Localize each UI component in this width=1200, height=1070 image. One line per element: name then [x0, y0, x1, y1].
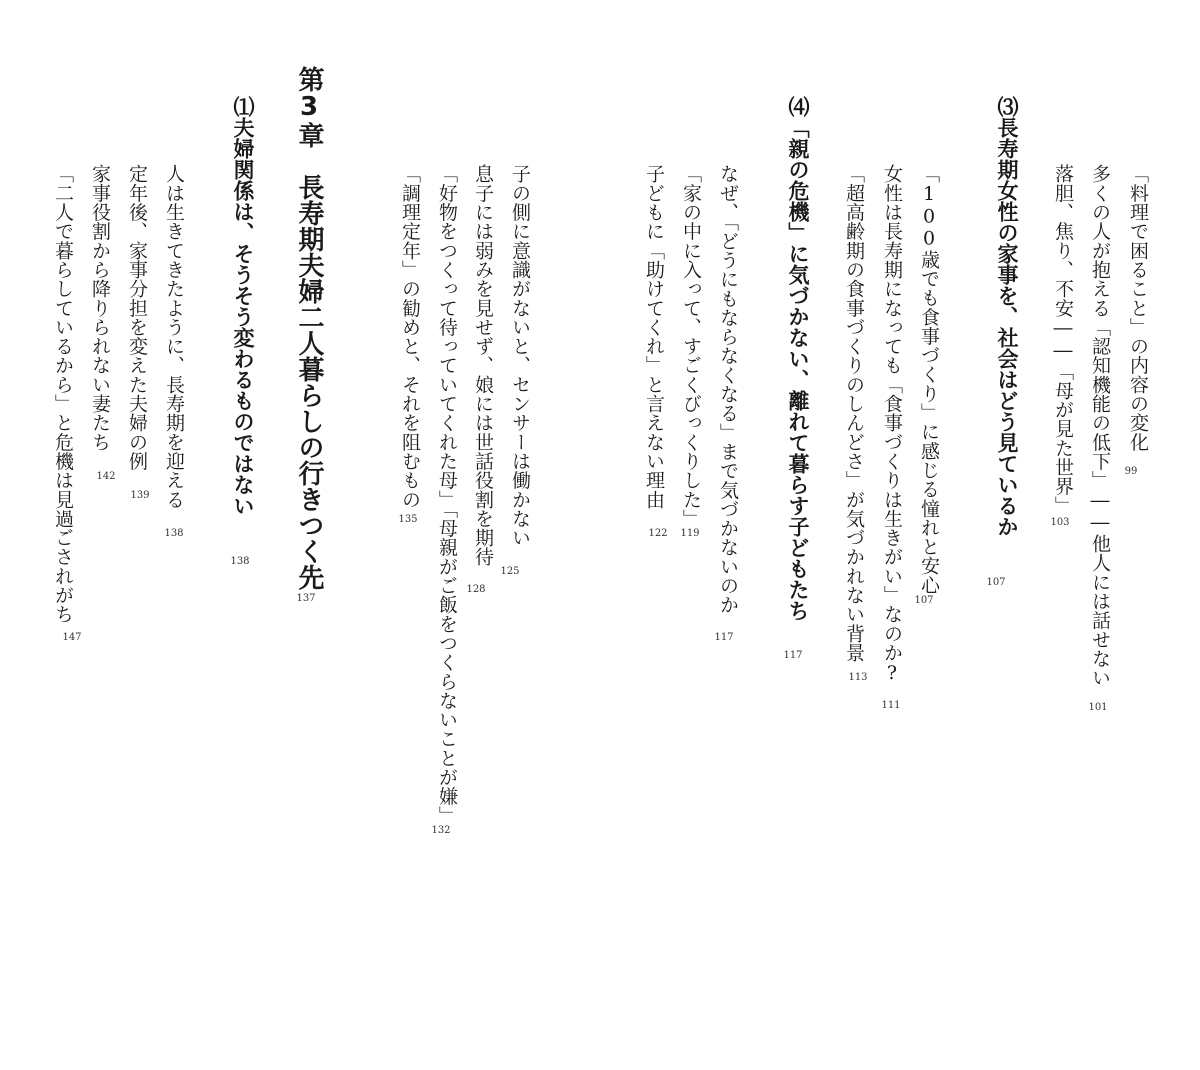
- chapter-title-3: 第3章 長寿期夫婦二人暮らしの行きつく先: [294, 66, 324, 590]
- page-number: 122: [648, 528, 668, 539]
- page-number: 117: [714, 632, 734, 643]
- page-number: 138: [230, 556, 250, 567]
- toc-entry-mothers-world: 落胆、焦り、不安――「母が見た世界」: [1052, 164, 1074, 515]
- toc-entry-100-years: 「100歳でも食事づくり」に感じる憧れと安心: [918, 164, 940, 595]
- toc-entry-overlooked-crisis: 「二人で暮らしているから」と危機は見過ごされがち: [52, 164, 74, 624]
- toc-entry-couple-example: 定年後、家事分担を変えた夫婦の例: [126, 164, 148, 471]
- page-number: 107: [986, 577, 1006, 588]
- section-heading-3: ⑶長寿期女性の家事を、社会はどう見ているか: [995, 96, 1019, 537]
- page-number: 138: [164, 528, 184, 539]
- toc-entry-cooking-retirement: 「調理定年」の勧めと、それを阻むもの: [399, 164, 421, 509]
- page-number: 139: [130, 490, 150, 501]
- toc-entry-cannot-ask-help: 子どもに「助けてくれ」と言えない理由: [643, 164, 665, 509]
- toc-entry-why-not-notice: なぜ、「どうにもならなくなる」まで気づかないのか: [717, 164, 739, 615]
- page-number: 137: [296, 593, 316, 604]
- toc-entry-son-daughter: 息子には弱みを見せず、娘には世話役割を期待: [472, 164, 494, 567]
- page-number: 117: [783, 650, 803, 661]
- page-number: 135: [398, 514, 418, 525]
- page-number: 128: [466, 584, 486, 595]
- page-number: 99: [1124, 466, 1138, 477]
- toc-entry-wives-roles: 家事役割から降りられない妻たち: [89, 164, 111, 452]
- toc-entry-purpose-of-life: 女性は長寿期になっても「食事づくりは生きがい」なのか?: [881, 164, 903, 685]
- page-number: 142: [96, 471, 116, 482]
- section-heading-1: ⑴夫婦関係は、そうそう変わるものではない: [231, 96, 255, 516]
- section-heading-4: ⑷「親の危機」に気づかない、離れて暮らす子どもたち: [786, 96, 810, 621]
- page-number: 103: [1050, 517, 1070, 528]
- page-number: 132: [431, 825, 451, 836]
- toc-entry-surprised: 「家の中に入って、すごくびっくりした」: [680, 164, 702, 528]
- toc-entry-favorite-food: 「好物をつくって待っていてくれた母」「母親がご飯をつくらないことが嫌」: [436, 164, 458, 825]
- page-number: 113: [848, 672, 868, 683]
- page-number: 111: [881, 700, 901, 711]
- toc-entry-cognitive-decline: 多くの人が抱える「認知機能の低下」――他人には話せない: [1089, 164, 1111, 688]
- toc-entry-unnoticed-burden: 「超高齢期の食事づくりのしんどさ」が気づかれない背景: [843, 164, 865, 662]
- page-number: 101: [1088, 702, 1108, 713]
- toc-entry-as-lived: 人は生きてきたように、長寿期を迎える: [163, 164, 185, 509]
- toc-entry-sensor: 子の側に意識がないと、センサーは働かない: [509, 164, 531, 547]
- toc-entry-cooking-problems: 「料理で困ること」の内容の変化: [1127, 164, 1149, 452]
- page-number: 147: [62, 632, 82, 643]
- page-number: 125: [500, 566, 520, 577]
- page-number: 107: [914, 595, 934, 606]
- page-number: 119: [680, 528, 700, 539]
